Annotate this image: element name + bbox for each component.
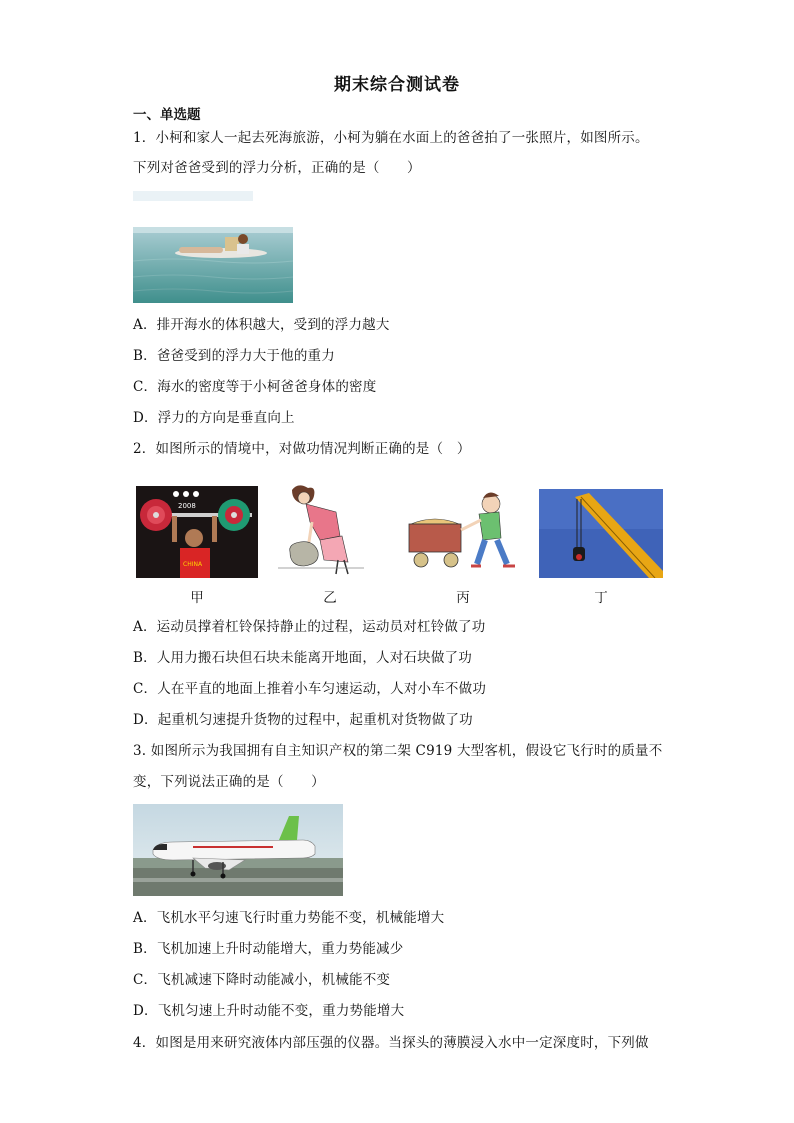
q2-option-a: A．运动员撑着杠铃保持静止的过程，运动员对杠铃做了功 [133,619,486,635]
q3-option-c: C．飞机减速下降时动能减小，机械能不变 [133,972,391,988]
q3-option-d: D．飞机匀速上升时动能不变，重力势能增大 [133,1003,405,1019]
q1-dead-sea-photo [133,191,293,303]
page-title: 期末综合测试卷 [334,75,460,95]
q1-option-a: A．排开海水的体积越大，受到的浮力越大 [133,317,390,333]
q2-cart-pushing-figure [405,484,523,572]
q3-stem-line-2: 变，下列说法正确的是（ ） [133,774,325,790]
q2-stem: 2．如图所示的情境中，对做功情况判断正确的是（ ） [133,441,471,457]
q2-option-d: D．起重机匀速提升货物的过程中，起重机对货物做了功 [133,712,473,728]
weightlifter-plate-text: 2008 [178,502,196,510]
q2-caption-bing: 丙 [456,590,470,606]
q1-option-c: C．海水的密度等于小柯爸爸身体的密度 [133,379,377,395]
section-heading: 一、单选题 [133,107,201,123]
q3-option-a: A．飞机水平匀速飞行时重力势能不变，机械能增大 [133,910,445,926]
q3-stem-line-1: 3. 如图所示为我国拥有自主知识产权的第二架 C919 大型客机，假设它飞行时的质量不 [133,743,663,759]
q2-caption-jia: 甲 [190,590,204,606]
q2-caption-yi: 乙 [323,590,337,606]
q2-caption-ding: 丁 [594,590,608,606]
q3-option-b: B．飞机加速上升时动能增大，重力势能减少 [133,941,404,957]
q2-rock-lifting-figure [278,482,364,580]
q2-option-b: B．人用力搬石块但石块未能离开地面，人对石块做了功 [133,650,472,666]
q2-option-c: C．人在平直的地面上推着小车匀速运动，人对小车不做功 [133,681,487,697]
weightlifter-jersey-text: CHINA [183,561,203,568]
q3-c919-airplane-photo [133,804,343,896]
q1-stem-line-1: 1．小柯和家人一起去死海旅游，小柯为躺在水面上的爸爸拍了一张照片，如图所示。 [133,130,649,146]
q4-stem-line-1: 4．如图是用来研究液体内部压强的仪器。当探头的薄膜浸入水中一定深度时，下列做 [133,1035,649,1051]
q1-option-d: D．浮力的方向是垂直向上 [133,410,295,426]
q2-weightlifter-photo [136,486,258,578]
q1-option-b: B．爸爸受到的浮力大于他的重力 [133,348,335,364]
q1-stem-line-2: 下列对爸爸受到的浮力分析，正确的是（ ） [133,160,421,176]
q2-crane-photo [539,489,663,578]
